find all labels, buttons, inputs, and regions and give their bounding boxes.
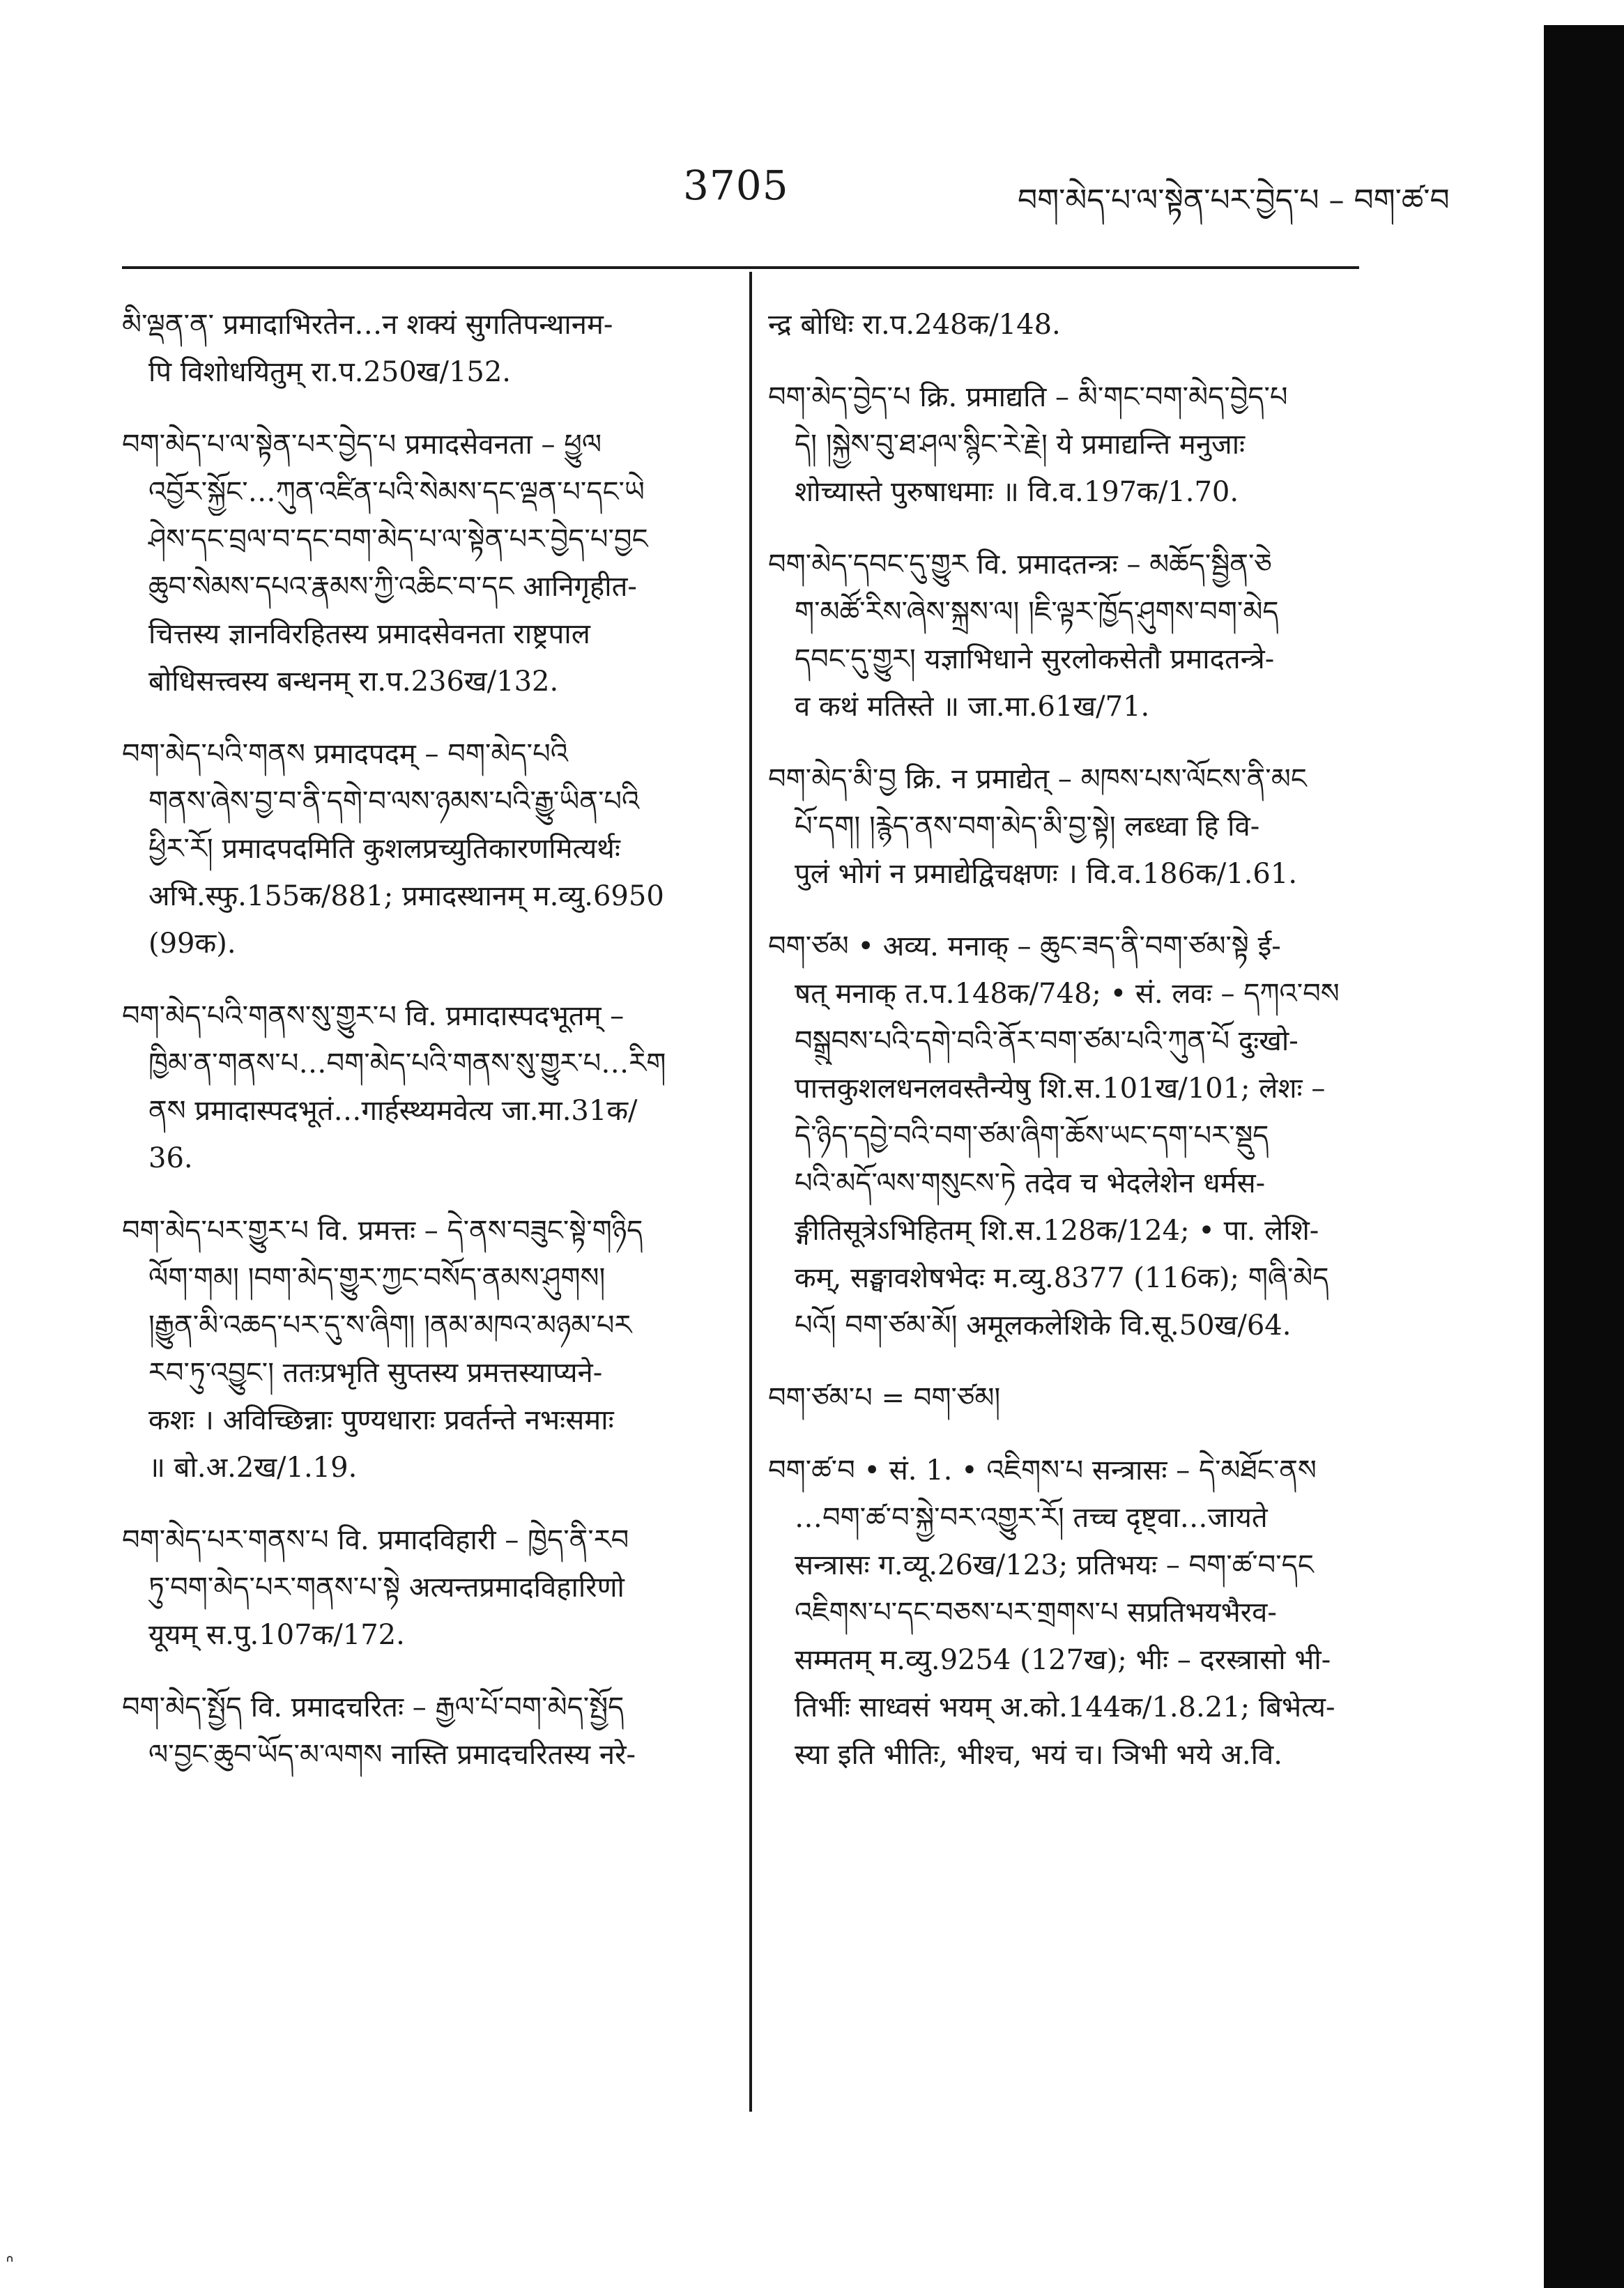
entry-text-line: པའི་མདོ་ལས་གསུངས་ཏེ तदेव च भेदलेशेन धर्मस- [795, 1167, 1266, 1199]
entry-headline: བག་ཙམ • अव्य. मनाक् – ཆུང་ཟད་ནི་བག་ཙམ་སྟེ ई- [768, 930, 1281, 962]
entry-text-line: གནས་ཞེས་བྱ་བ་ནི་དགེ་བ་ལས་ཉམས་པའི་རྒྱུ་ཡིན་པའི [148, 785, 640, 817]
entry-text-line: अभि.स्फु.155क/881; प्रमादस्थानम् म.व्यु.6950 [148, 880, 664, 912]
entry-text-line: कम्, सङ्घावशेषभेदः म.व्यु.8377 (116क); གཞི་མེད [795, 1262, 1329, 1294]
header-rule [122, 266, 1359, 269]
entry-text-line: དེ། །སྐྱེས་བུ་ཐ་ཤལ་སྙིང་རེ་རྗེ། ये प्रमाद्यन्ति मनुजाः [795, 429, 1246, 461]
column-divider [749, 272, 752, 2112]
dictionary-entry [122, 1517, 742, 1659]
entry-text-line: པའོ། བག་ཙམ་མོ། अमूलकलेशिके वि.सू.50ख/64. [795, 1310, 1292, 1342]
dictionary-entry [768, 1447, 1388, 1779]
entry-text-line: དབང་དུ་གྱུར། यज्ञाभिधाने सुरलोकसेतौ प्रमादतन्त्रे- [795, 643, 1275, 675]
entry-text-line: …བག་ཚ་བ་སྐྱེ་བར་འགྱུར་རོ། तच्च दृष्ट्वा…जायते [795, 1502, 1268, 1534]
entry-headline: བག་མེད་པའི་གནས་སུ་གྱུར་པ वि. प्रमादास्पदभूतम् – [122, 1000, 625, 1032]
entry-text-line: ॥ बो.अ.2ख/1.19. [148, 1452, 358, 1484]
dictionary-entry [122, 421, 742, 705]
dictionary-entry [122, 730, 742, 967]
dictionary-entry [768, 1374, 1388, 1422]
entry-headline: བག་མེད་པར་གནས་པ वि. प्रमादविहारी – ཁྱེད་ནི་རབ [122, 1524, 629, 1556]
entry-text-line: འཇིགས་པ་དང་བཅས་པར་གྲགས་པ सप्रतिभयभैरव- [795, 1597, 1277, 1629]
entry-headline: བག་མེད་སྤྱོད वि. प्रमादचरितः – རྒྱལ་པོ་བག་མེད་སྤྱོད [122, 1691, 625, 1723]
dictionary-entry [768, 923, 1388, 1349]
entry-text-line: पि विशोधयितुम् रा.प.250ख/152. [148, 356, 512, 388]
entry-headline: བག་མེད་དབང་དུ་གྱུར वि. प्रमादतन्त्रः – མཆོད་སྦྱིན་ཅེ [768, 548, 1272, 581]
entry-text-line: व कथं मतिस्ते ॥ जा.मा.61ख/71. [795, 691, 1150, 723]
entry-text-line: ཕྱིར་རོ། प्रमादपदमिति कुशलप्रच्युतिकारणमित्यर्थः [148, 833, 620, 865]
entry-text-line: ག་མཚོ་རིས་ཞེས་སྐྲས་ལ། །ཇི་ལྟར་ཁྱོད་ཤུགས་བག་མེད [795, 596, 1279, 628]
entry-text-line: षत् मनाक् त.प.148क/748; • सं. लवः – དཀའ་བས [795, 978, 1340, 1010]
dictionary-entry [122, 992, 742, 1182]
entry-headline: བག་ཚ་བ • सं. 1. • འཇིགས་པ सन्त्रासः – དེ་མཐོང་ནས [768, 1454, 1317, 1487]
entry-text-line: यूयम् स.पु.107क/172. [148, 1619, 405, 1651]
entry-headline: བག་མེད་མི་བྱ क्रि. न प्रमाद्येत् – མཁས་པས་ལོངས་ནི་མང [768, 763, 1307, 795]
entry-headline: བག་མེད་བྱེད་པ क्रि. प्रमाद्यति – མི་གང་བག་མེད་བྱེད་པ [768, 381, 1288, 413]
running-head: བག་མེད་པ་ལ་སྟེན་པར་བྱེད་པ – བག་ཚ་བ [1018, 183, 1450, 218]
dictionary-entry [122, 1684, 742, 1779]
entry-text-line: པོ་དག། །རྙེད་ནས་བག་མེད་མི་བྱ་སྟེ། लब्ध्वा हि वि- [795, 811, 1260, 843]
dictionary-entry [768, 541, 1388, 730]
right-column [768, 301, 1388, 2141]
entry-text-line: पात्तकुशलधनलवस्तैन्येषु शि.स.101ख/101; लेशः – [795, 1073, 1326, 1105]
entry-headline: བག་མེད་པར་གྱུར་པ वि. प्रमत्तः – དེ་ནས་བཟུང་སྟེ་གཉིད [122, 1215, 643, 1247]
dictionary-entry [122, 301, 742, 396]
entry-text-line: ནས प्रमादास्पदभूतं…गार्हस्थ्यमवेत्य जा.मा.31क/ [148, 1095, 638, 1127]
scan-corner-mark: ᐢ [6, 2251, 14, 2275]
entry-text-line: 36. [148, 1142, 193, 1174]
page-header [112, 162, 1450, 218]
entry-text-line: རབ་ཏུ་འབྱུང་། ततःप्रभृति सुप्तस्य प्रमत्तस्याप्यने- [148, 1357, 603, 1389]
entry-headline: མི་ལྡན་ན་ प्रमादाभिरतेन…न शक्यं सुगतिपन्थानम- [122, 309, 613, 341]
dictionary-entry [768, 374, 1388, 516]
entry-text-line: चित्तस्य ज्ञानविरहितस्य प्रमादसेवनता राष्ट्रपाल [148, 618, 590, 650]
entry-text-line: (99क). [148, 928, 236, 960]
entry-text-line: सन्त्रासः ग.व्यू.26ख/123; प्रतिभयः – བག་ཚ་བ་དང [795, 1549, 1314, 1581]
entry-headline: བག་མེད་པའི་གནས प्रमादपदम् – བག་མེད་པའི [122, 738, 568, 770]
entry-text-line: ལོག་གམ། །བག་མེད་གྱུར་ཀྱང་བསོད་ནམས་ཤུགས། [148, 1262, 606, 1294]
entry-text-line: །རྒྱུན་མི་འཆད་པར་དུ་ས་ཞིག། །ནམ་མཁའ་མཉམ་པར [148, 1310, 632, 1342]
entry-text-line: शोच्यास्ते पुरुषाधमाः ॥ वि.व.197क/1.70. [795, 476, 1239, 508]
entry-text-line: बोधिसत्त्वस्य बन्धनम् रा.प.236ख/132. [148, 666, 559, 698]
entry-text-line: འབྱོར་སྐྱོང་…ཀུན་འཛིན་པའི་སེམས་དང་ལྡན་པ་དང་ཡེ [148, 476, 645, 508]
dictionary-entry [768, 301, 1388, 348]
entry-text-line: पुलं भोगं न प्रमाद्येद्विचक्षणः । वि.व.186क/1.61. [795, 858, 1298, 890]
entry-headline: བག་ཙམ་པ = བག་ཙམ། [768, 1382, 1001, 1414]
entry-text-line: सम्मतम् म.व्यु.9254 (127ख); भीः – दरस्त्रासो भी- [795, 1644, 1331, 1676]
entry-text-line: ལ་བྱང་ཆུབ་ཡོད་མ་ལགས नास्ति प्रमादचरितस्य नरे- [148, 1739, 636, 1771]
entry-text-line: ङ्गीतिसूत्रेऽभिहितम् शि.स.128क/124; • पा. लेशि- [795, 1215, 1319, 1247]
entry-text-line: ཏུ་བག་མེད་པར་གནས་པ་སྟེ अत्यन्तप्रमादविहारिणो [148, 1572, 625, 1604]
entry-text-line: ཁྱིམ་ན་གནས་པ…བག་མེད་པའི་གནས་སུ་གྱུར་པ…རིག [148, 1047, 666, 1080]
entry-headline: བག་མེད་པ་ལ་སྟེན་པར་བྱེད་པ प्रमादसेवनता – ཕྱུལ [122, 429, 602, 461]
entry-text-line: ཆུབ་སེམས་དཔའ་རྣམས་ཀྱི་འཆིང་བ་དང आनिगृहीत- [148, 571, 637, 603]
entry-text-line: བསྒྲུབས་པའི་དགེ་བའི་ནོར་བག་ཙམ་པའི་ཀུན་པོ दुःखो- [795, 1025, 1299, 1057]
entry-text-line: स्या इति भीतिः, भीश्च, भयं च। ञिभी भये अ.वि. [795, 1739, 1282, 1771]
entry-headline: न्द्र बोधिः रा.प.248क/148. [768, 309, 1061, 341]
scan-edge-bar [1544, 25, 1624, 2288]
entry-text-line: तिर्भीः साध्वसं भयम् अ.को.144क/1.8.21; बिभेत्य- [795, 1691, 1335, 1723]
dictionary-entry [122, 1207, 742, 1491]
entry-text-line: ཤེས་དང་བྲལ་བ་དང་བག་མེད་པ་ལ་སྟེན་པར་བྱེད་པ་བྱང [148, 523, 648, 555]
entry-text-line: कशः । अविच्छिन्नाः पुण्यधाराः प्रवर्तन्ते नभःसमाः [148, 1404, 614, 1436]
dictionary-entry [768, 755, 1388, 898]
page-number: 3705 [683, 162, 789, 209]
entry-text-line: དེ་ཉིད་དབྱེ་བའི་བག་ཙམ་ཞིག་ཆོས་ཡང་དག་པར་སྡུད [795, 1120, 1269, 1152]
left-column [122, 301, 742, 2141]
